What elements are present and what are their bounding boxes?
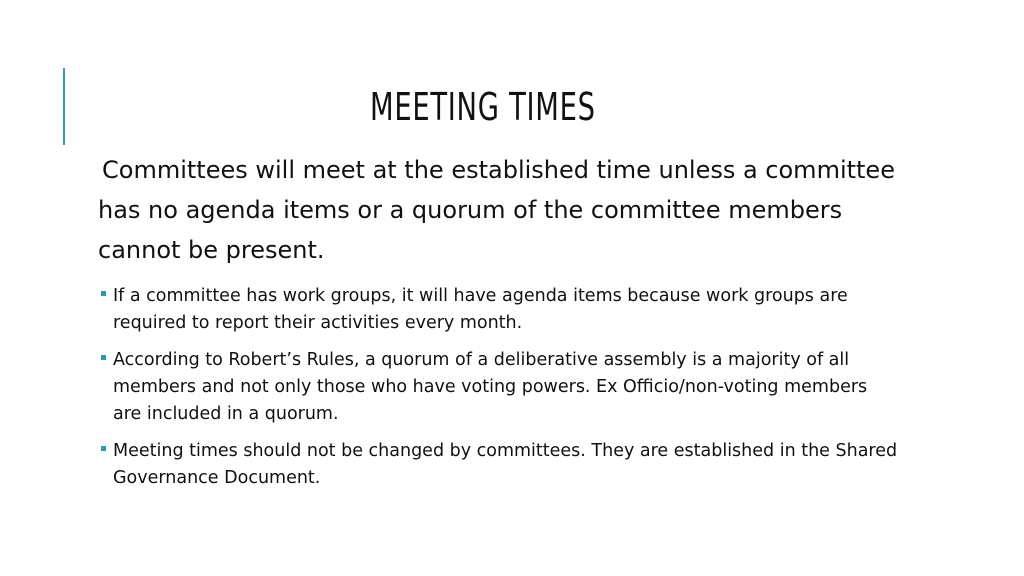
bullet-text: If a committee has work groups, it will have agenda items because work groups are required to report their activities every month.: [113, 286, 848, 333]
bullet-item: [100, 347, 900, 428]
bullet-item: [100, 283, 900, 337]
lead-paragraph: Committees will meet at the established time unless a committee has no agenda items or a quorum of the committee members cannot be present.: [98, 156, 895, 264]
square-bullet-icon: [101, 446, 106, 451]
title-accent-bar: [63, 68, 65, 145]
square-bullet-icon: [101, 291, 106, 296]
bullet-list: [100, 283, 900, 502]
bullet-text: According to Robert’s Rules, a quorum of a deliberative assembly is a majority of all members and not only those who have voting powers. Ex Officio/non-voting members are included in a quorum.: [113, 350, 868, 424]
slide-title: MEETING TIMES: [370, 85, 596, 129]
square-bullet-icon: [101, 355, 106, 360]
bullet-item: [100, 438, 900, 492]
bullet-text: Meeting times should not be changed by committees. They are established in the Shared Governance Document.: [113, 441, 898, 488]
